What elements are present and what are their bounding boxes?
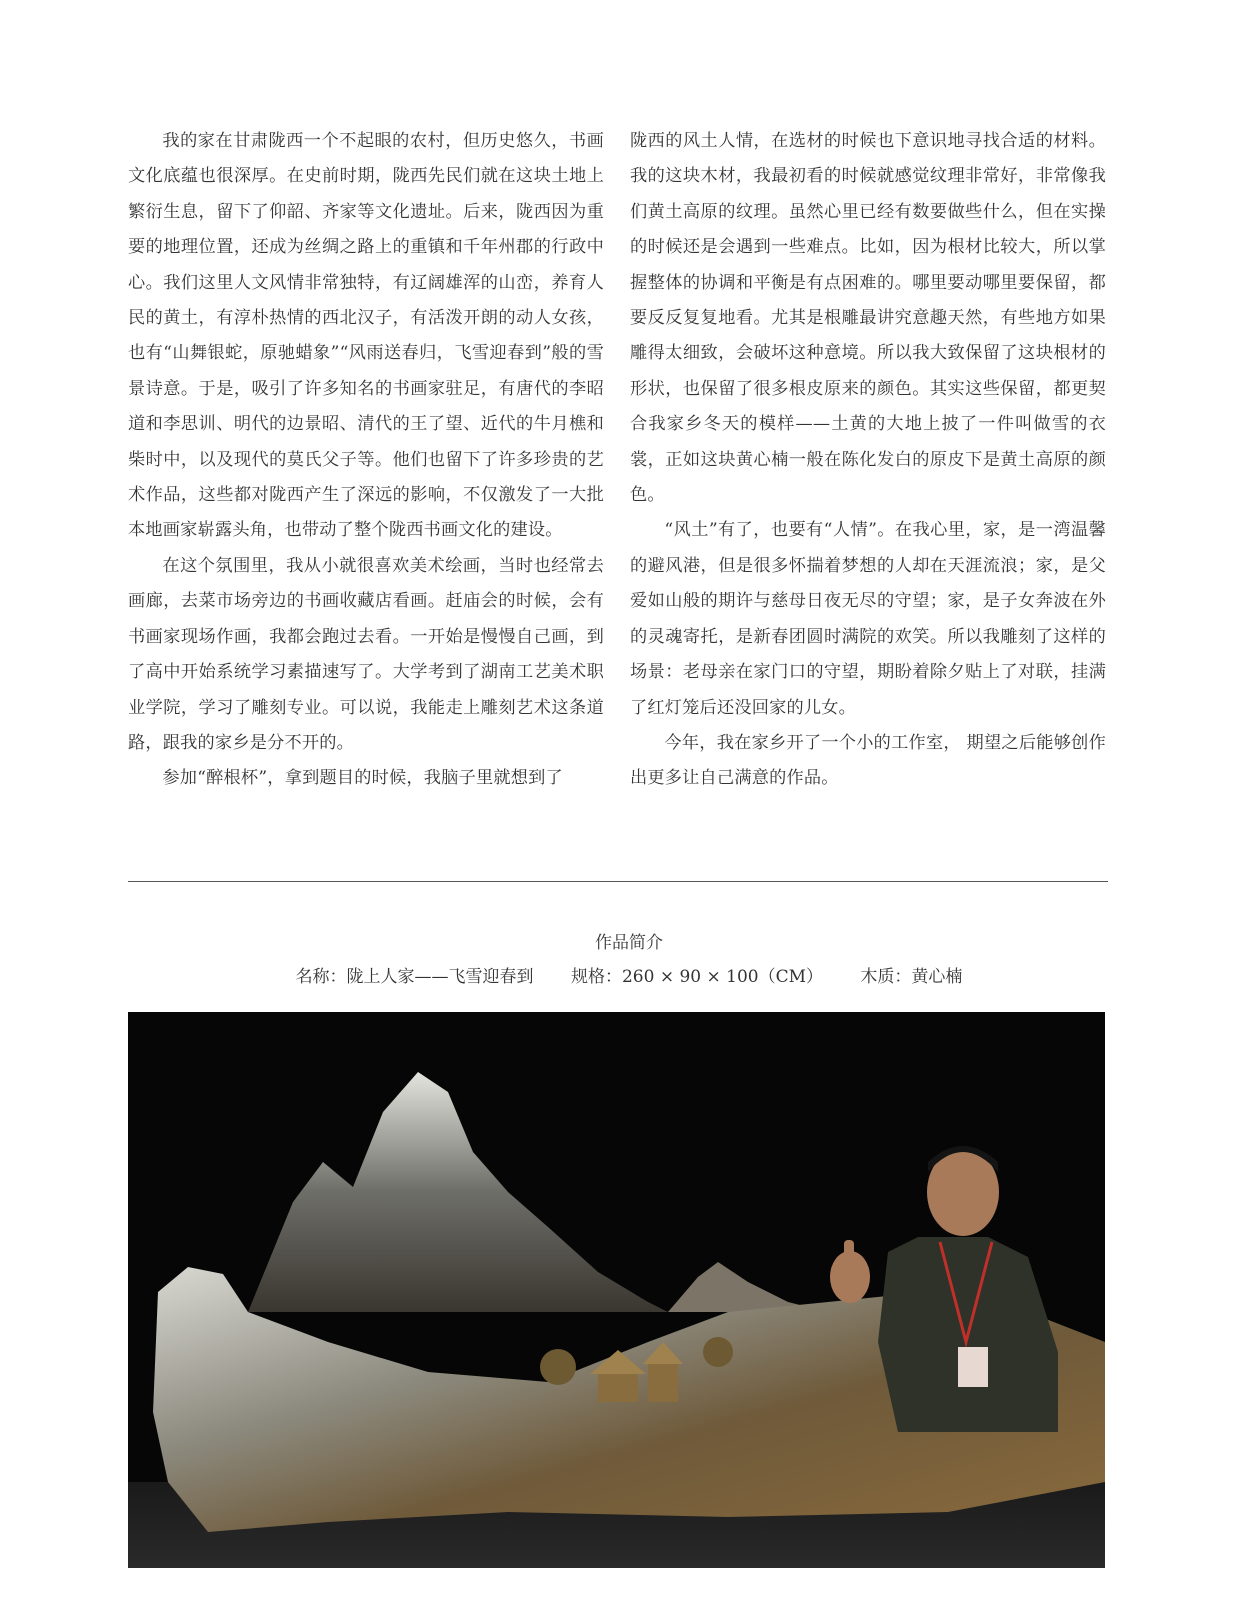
paragraph: 陇西的风土人情，在选材的时候也下意识地寻找合适的材料。我的这块木材，我最初看的时候就感觉纹理非常好，非常像我们黄土高原的纹理。虽然心里已经有数要做些什么，但在实操的时候还是会遇到一些难点。比如，因为根材比较大，所以掌握整体的协调和平衡是有点困难的。哪里要动哪里要保留，都要反反复复地看。尤其是根雕最讲究意趣天然，有些地方如果雕得太细致，会破坏这种意境。所以我大致保留了这块根材的形状，也保留了很多根皮原来的颜色。其实这些保留，都更契合我家乡冬天的模样——土黄的大地上披了一件叫做雪的衣裳，正如这块黄心楠一般在陈化发白的原皮下是黄土高原的颜色。 bbox=[630, 131, 1106, 506]
work-material: 木质：黄心楠 bbox=[860, 967, 963, 987]
section-divider bbox=[128, 881, 1108, 882]
paragraph: 参加“醉根杯”，拿到题目的时候，我脑子里就想到了 bbox=[162, 768, 563, 789]
paragraph: 今年，我在家乡开了一个小的工作室， 期望之后能够创作出更多让自己满意的作品。 bbox=[630, 732, 1106, 789]
paragraph: 在这个氛围里，我从小就很喜欢美术绘画，当时也经常去画廊，去菜市场旁边的书画收藏店看画。赶庙会的时候，会有书画家现场作画，我都会跑过去看。一开始是慢慢自己画，到了高中开始系统学习素描速写了。大学考到了湖南工艺美术职业学院，学习了雕刻专业。可以说，我能走上雕刻艺术这条道路，跟我的家乡是分不开的。 bbox=[128, 555, 604, 753]
article-body bbox=[128, 124, 1108, 844]
work-spec: 规格：260 × 90 × 100（CM） bbox=[570, 967, 824, 987]
left-column bbox=[128, 124, 604, 797]
intro-meta bbox=[0, 962, 1258, 987]
work-name: 名称：陇上人家——飞雪迎春到 bbox=[295, 967, 534, 987]
paragraph: 我的家在甘肃陇西一个不起眼的农村，但历史悠久，书画文化底蕴也很深厚。在史前时期，陇西先民们就在这块土地上繁衍生息，留下了仰韶、齐家等文化遗址。后来，陇西因为重要的地理位置，还成为丝绸之路上的重镇和千年州郡的行政中心。我们这里人文风情非常独特，有辽阔雄浑的山峦，养育人民的黄土，有淳朴热情的西北汉子，有活泼开朗的动人女孩，也有“山舞银蛇，原驰蜡象”“风雨送春归，飞雪迎春到”般的雪景诗意。于是，吸引了许多知名的书画家驻足，有唐代的李昭道和李思训、明代的边景昭、清代的王了望、近代的牛月樵和柴时中，以及现代的莫氏父子等。他们也留下了许多珍贵的艺术作品，这些都对陇西产生了深远的影响，不仅激发了一大批本地画家崭露头角，也带动了整个陇西书画文化的建设。 bbox=[128, 131, 604, 541]
intro-title: 作品简介 bbox=[595, 933, 663, 953]
right-column bbox=[630, 124, 1106, 797]
artwork-photo bbox=[128, 1012, 1105, 1568]
root-carving-illustration bbox=[128, 1012, 1105, 1568]
paragraph: “风土”有了，也要有“人情”。在我心里，家，是一湾温馨的避风港，但是很多怀揣着梦想的人却在天涯流浪；家，是父爱如山般的期许与慈母日夜无尽的守望；家，是子女奔波在外的灵魂寄托，是新春团圆时满院的欢笑。所以我雕刻了这样的场景：老母亲在家门口的守望，期盼着除夕贴上了对联，挂满了红灯笼后还没回家的儿女。 bbox=[630, 520, 1106, 718]
